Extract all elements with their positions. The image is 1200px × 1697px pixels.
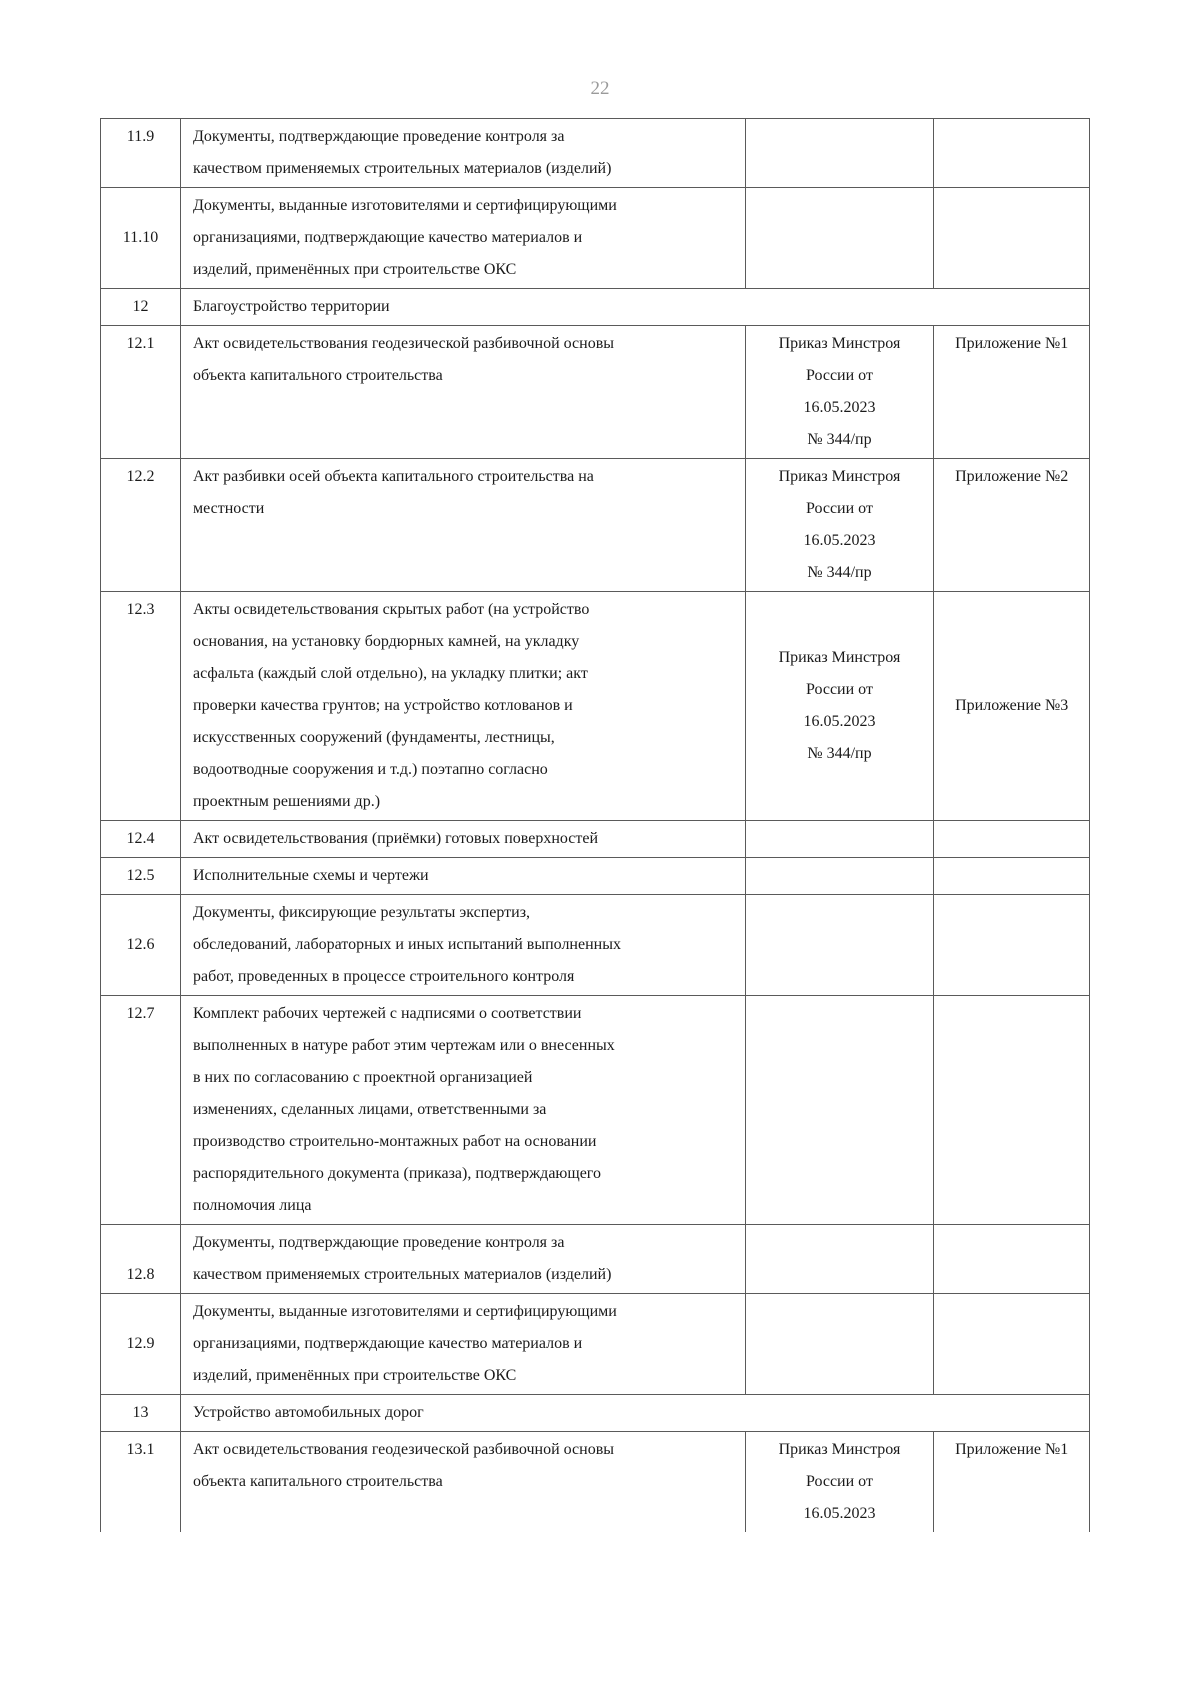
row-appendix <box>934 1225 1090 1294</box>
row-regulation: Приказ Минстроя России от 16.05.2023 № 344/пр <box>745 459 934 592</box>
table-row <box>101 1432 1090 1533</box>
row-number: 12.4 <box>101 821 181 858</box>
row-appendix <box>934 119 1090 188</box>
row-number: 12.5 <box>101 858 181 895</box>
row-regulation: Приказ Минстроя России от 16.05.2023 <box>745 1432 934 1533</box>
row-regulation <box>745 188 934 289</box>
row-number: 12.7 <box>101 996 181 1225</box>
section-title: Благоустройство территории <box>181 289 1090 326</box>
table-row <box>101 459 1090 592</box>
table-row <box>101 1294 1090 1395</box>
row-description: Документы, подтверждающие проведение контроля за качеством применяемых строительных материалов (изделий) <box>181 119 746 188</box>
row-number: 11.9 <box>101 119 181 188</box>
row-regulation: Приказ Минстроя России от 16.05.2023 № 344/пр <box>745 326 934 459</box>
row-description: Исполнительные схемы и чертежи <box>181 858 746 895</box>
row-appendix <box>934 821 1090 858</box>
table-row <box>101 821 1090 858</box>
document-table <box>100 118 1090 1532</box>
row-appendix <box>934 1294 1090 1395</box>
row-appendix: Приложение №2 <box>934 459 1090 592</box>
row-description: Комплект рабочих чертежей с надписями о соответствии выполненных в натуре работ этим чертежам или о внесенных в них по согласованию с проектной организацией изменениях, сделанных лицами, ответственными за производство строительно-монтажных работ на основании распорядительного документа (приказа), подтверждающего полномочия лица <box>181 996 746 1225</box>
row-number: 12.8 <box>101 1225 181 1294</box>
row-appendix: Приложение №3 <box>934 592 1090 821</box>
row-number: 12.6 <box>101 895 181 996</box>
row-number: 12.2 <box>101 459 181 592</box>
row-number: 13.1 <box>101 1432 181 1533</box>
table-row <box>101 895 1090 996</box>
row-appendix <box>934 895 1090 996</box>
row-description: Акт освидетельствования геодезической разбивочной основы объекта капитального строительства <box>181 1432 746 1533</box>
row-appendix <box>934 996 1090 1225</box>
section-title: Устройство автомобильных дорог <box>181 1395 1090 1432</box>
row-regulation <box>745 895 934 996</box>
row-number: 12.3 <box>101 592 181 821</box>
table-row <box>101 858 1090 895</box>
page-number: 22 <box>590 78 610 99</box>
row-description: Акт разбивки осей объекта капитального строительства на местности <box>181 459 746 592</box>
row-number: 12.9 <box>101 1294 181 1395</box>
row-description: Документы, подтверждающие проведение контроля за качеством применяемых строительных материалов (изделий) <box>181 1225 746 1294</box>
row-regulation <box>745 119 934 188</box>
row-appendix <box>934 858 1090 895</box>
table-row <box>101 188 1090 289</box>
row-number: 12.1 <box>101 326 181 459</box>
row-description: Акт освидетельствования геодезической разбивочной основы объекта капитального строительства <box>181 326 746 459</box>
row-regulation <box>745 996 934 1225</box>
row-appendix: Приложение №1 <box>934 326 1090 459</box>
table-row <box>101 996 1090 1225</box>
row-description: Документы, выданные изготовителями и сертифицирующими организациями, подтверждающие качество материалов и изделий, применённых при строительстве ОКС <box>181 1294 746 1395</box>
table-row <box>101 1225 1090 1294</box>
section-number: 12 <box>101 289 181 326</box>
row-regulation <box>745 1225 934 1294</box>
section-number: 13 <box>101 1395 181 1432</box>
section-row <box>101 1395 1090 1432</box>
row-regulation <box>745 821 934 858</box>
row-description: Документы, выданные изготовителями и сертифицирующими организациями, подтверждающие качество материалов и изделий, применённых при строительстве ОКС <box>181 188 746 289</box>
row-description: Акт освидетельствования (приёмки) готовых поверхностей <box>181 821 746 858</box>
row-number: 11.10 <box>101 188 181 289</box>
row-appendix <box>934 188 1090 289</box>
row-appendix: Приложение №1 <box>934 1432 1090 1533</box>
section-row <box>101 289 1090 326</box>
row-regulation <box>745 1294 934 1395</box>
table-row <box>101 592 1090 821</box>
table-row <box>101 119 1090 188</box>
table-row <box>101 326 1090 459</box>
row-regulation <box>745 858 934 895</box>
row-description: Акты освидетельствования скрытых работ (на устройство основания, на установку бордюрных камней, на укладку асфальта (каждый слой отдельно), на укладку плитки; акт проверки качества грунтов; на устройство котлованов и искусственных сооружений (фундаменты, лестницы, водоотводные сооружения и т.д.) поэтапно согласно проектным решениями др.) <box>181 592 746 821</box>
row-description: Документы, фиксирующие результаты экспертиз, обследований, лабораторных и иных испытаний выполненных работ, проведенных в процессе строительного контроля <box>181 895 746 996</box>
row-regulation: Приказ Минстроя России от 16.05.2023 № 344/пр <box>745 592 934 821</box>
